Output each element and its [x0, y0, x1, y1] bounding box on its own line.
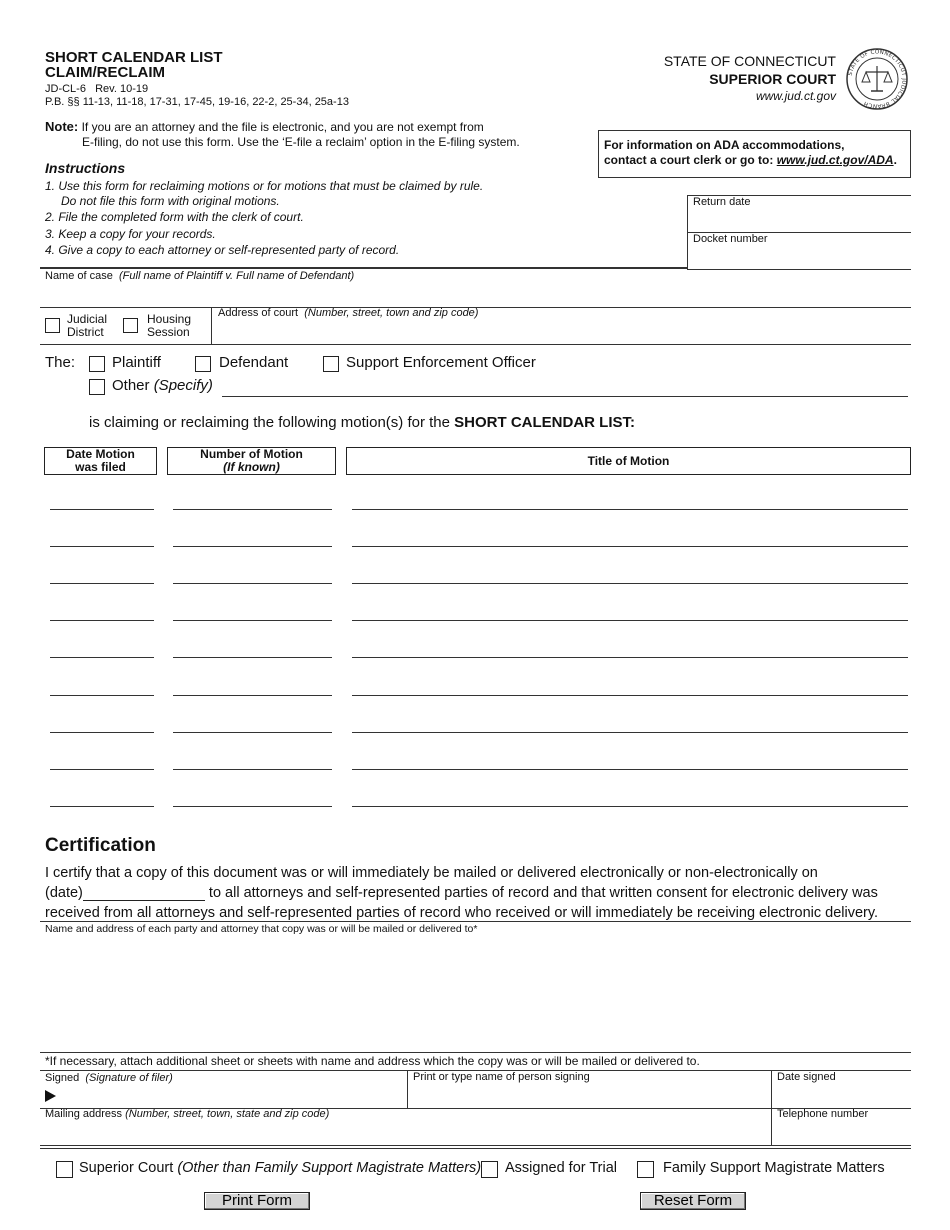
- row-number-input[interactable]: [173, 620, 332, 621]
- row-date-input[interactable]: [50, 583, 154, 584]
- row-title-input[interactable]: [352, 509, 908, 510]
- ada-box: [598, 130, 911, 178]
- state-name: STATE OF CONNECTICUT: [663, 53, 836, 69]
- form-id: JD-CL-6 Rev. 10-19: [45, 83, 149, 95]
- row-date-input[interactable]: [50, 769, 154, 770]
- instruction-3: 3. Keep a copy for your records.: [45, 227, 216, 241]
- certification-date-input[interactable]: [83, 886, 205, 901]
- reset-form-button[interactable]: Reset Form: [640, 1192, 746, 1210]
- state-seal: [845, 47, 909, 111]
- mailing-address-input[interactable]: [44, 1123, 768, 1143]
- judicial-district-checkbox[interactable]: [45, 318, 60, 333]
- seal-icon: [845, 47, 909, 111]
- ada-line2: contact a court clerk or go to: www.jud.ct.gov/ADA.: [604, 153, 897, 167]
- name-of-case-input[interactable]: [44, 284, 910, 306]
- instructions-heading: Instructions: [45, 160, 126, 176]
- housing-session-label: Housing Session: [147, 312, 192, 339]
- superior-court-checkbox[interactable]: [56, 1161, 73, 1178]
- ada-link[interactable]: www.jud.ct.gov/ADA: [776, 153, 894, 167]
- print-name-input[interactable]: [410, 1086, 768, 1106]
- defendant-checkbox[interactable]: [195, 356, 211, 372]
- plaintiff-checkbox[interactable]: [89, 356, 105, 372]
- row-title-input[interactable]: [352, 732, 908, 733]
- row-number-input[interactable]: [173, 509, 332, 510]
- claiming-sentence: is claiming or reclaiming the following motion(s) for the SHORT CALENDAR LIST:: [89, 414, 635, 431]
- note-line2: E-filing, do not use this form. Use the ‘E-file a reclaim’ option in the E-filing system.: [82, 135, 520, 149]
- names-addresses-input[interactable]: [44, 938, 910, 1050]
- row-number-input[interactable]: [173, 806, 332, 807]
- names-addresses-label: Name and address of each party and attorney that copy was or will be mailed or delivered to*: [45, 923, 478, 935]
- row-date-input[interactable]: [50, 546, 154, 547]
- address-of-court-label: Address of court (Number, street, town and zip code): [218, 307, 479, 319]
- mailing-address-label: Mailing address (Number, street, town, state and zip code): [45, 1108, 330, 1120]
- row-title-input[interactable]: [352, 769, 908, 770]
- date-signed-label: Date signed: [777, 1071, 836, 1083]
- row-title-input[interactable]: [352, 657, 908, 658]
- fsm-checkbox[interactable]: [637, 1161, 654, 1178]
- signed-label: Signed (Signature of filer): [45, 1072, 173, 1084]
- docket-number-label: Docket number: [693, 233, 768, 245]
- court-website: www.jud.ct.gov: [755, 89, 836, 103]
- date-signed-input[interactable]: [774, 1086, 910, 1106]
- instruction-1b: Do not file this form with original motions.: [61, 194, 280, 208]
- row-date-input[interactable]: [50, 806, 154, 807]
- note: [45, 119, 484, 135]
- row-number-input[interactable]: [173, 546, 332, 547]
- note-line1: If you are an attorney and the file is electronic, and you are not exempt from: [81, 120, 484, 134]
- other-label: Other (Specify): [112, 377, 213, 394]
- form-title-line2: CLAIM/RECLAIM: [45, 64, 165, 81]
- row-title-input[interactable]: [352, 583, 908, 584]
- plaintiff-label: Plaintiff: [112, 354, 161, 371]
- other-checkbox[interactable]: [89, 379, 105, 395]
- row-title-input[interactable]: [352, 806, 908, 807]
- defendant-label: Defendant: [219, 354, 289, 371]
- col-number-header: Number of Motion (If known): [167, 447, 336, 475]
- telephone-input[interactable]: [774, 1123, 910, 1143]
- row-title-input[interactable]: [352, 620, 908, 621]
- row-title-input[interactable]: [352, 695, 908, 696]
- row-number-input[interactable]: [173, 695, 332, 696]
- certification-line2: (date) to all attorneys and self-represented parties of record and that written consent for electronic delivery was: [45, 885, 878, 901]
- judicial-district-label: Judicial District: [67, 312, 108, 339]
- footnote: *If necessary, attach additional sheet or sheets with name and address which the copy was or will be mailed or delivered to.: [45, 1054, 700, 1068]
- svg-text:STATE OF CONNECTICUT JUDICIAL: STATE OF CONNECTICUT JUDICIAL BRANCH: [847, 49, 907, 109]
- seo-label: Support Enforcement Officer: [346, 354, 536, 371]
- row-number-input[interactable]: [173, 732, 332, 733]
- row-date-input[interactable]: [50, 732, 154, 733]
- row-number-input[interactable]: [173, 657, 332, 658]
- ada-line1: For information on ADA accommodations,: [604, 138, 845, 152]
- telephone-label: Telephone number: [777, 1108, 869, 1120]
- print-name-label: Print or type name of person signing: [413, 1071, 590, 1083]
- name-of-case-label: Name of case (Full name of Plaintiff v. Full name of Defendant): [45, 270, 355, 282]
- instruction-1: 1. Use this form for reclaiming motions or for motions that must be claimed by rule.: [45, 179, 484, 193]
- print-form-button[interactable]: Print Form: [204, 1192, 310, 1210]
- other-specify-input[interactable]: [222, 378, 908, 397]
- housing-session-checkbox[interactable]: [123, 318, 138, 333]
- return-date-label: Return date: [693, 196, 751, 208]
- signature-arrow-icon: [45, 1090, 56, 1102]
- address-of-court-input[interactable]: [214, 321, 910, 343]
- form-title: [45, 50, 223, 80]
- row-number-input[interactable]: [173, 769, 332, 770]
- signature-input[interactable]: [60, 1086, 405, 1106]
- practice-book-refs: P.B. §§ 11-13, 11-18, 17-31, 17-45, 19-16, 22-2, 25-34, 25a-13: [45, 96, 349, 108]
- col-title-header: Title of Motion: [346, 447, 911, 475]
- short-calendar-list-label: SHORT CALENDAR LIST:: [454, 414, 635, 431]
- fsm-label: Family Support Magistrate Matters: [663, 1160, 885, 1176]
- row-date-input[interactable]: [50, 509, 154, 510]
- row-date-input[interactable]: [50, 657, 154, 658]
- court-name: SUPERIOR COURT: [709, 71, 836, 87]
- certification-line3: received from all attorneys and self-represented parties of record who received or will immediately be receiving electronic delivery.: [45, 905, 879, 921]
- certification-heading: Certification: [45, 835, 156, 856]
- certification-line1: I certify that a copy of this document was or will immediately be mailed or delivered electronically or non-electronically on: [45, 865, 818, 881]
- assigned-for-trial-checkbox[interactable]: [481, 1161, 498, 1178]
- note-label: Note:: [45, 119, 79, 134]
- instruction-4: 4. Give a copy to each attorney or self-represented party of record.: [45, 243, 400, 257]
- row-date-input[interactable]: [50, 620, 154, 621]
- instruction-2: 2. File the completed form with the clerk of court.: [45, 210, 304, 224]
- form-title-line1: SHORT CALENDAR LIST: [45, 49, 223, 66]
- row-title-input[interactable]: [352, 546, 908, 547]
- row-number-input[interactable]: [173, 583, 332, 584]
- return-date-input[interactable]: [688, 210, 911, 232]
- superior-court-label: Superior Court (Other than Family Support Magistrate Matters): [79, 1160, 482, 1176]
- docket-number-input[interactable]: [688, 247, 911, 269]
- row-date-input[interactable]: [50, 695, 154, 696]
- seo-checkbox[interactable]: [323, 356, 339, 372]
- assigned-for-trial-label: Assigned for Trial: [505, 1160, 618, 1176]
- col-date-header: Date Motion was filed: [44, 447, 157, 475]
- party-the-label: The:: [45, 354, 76, 371]
